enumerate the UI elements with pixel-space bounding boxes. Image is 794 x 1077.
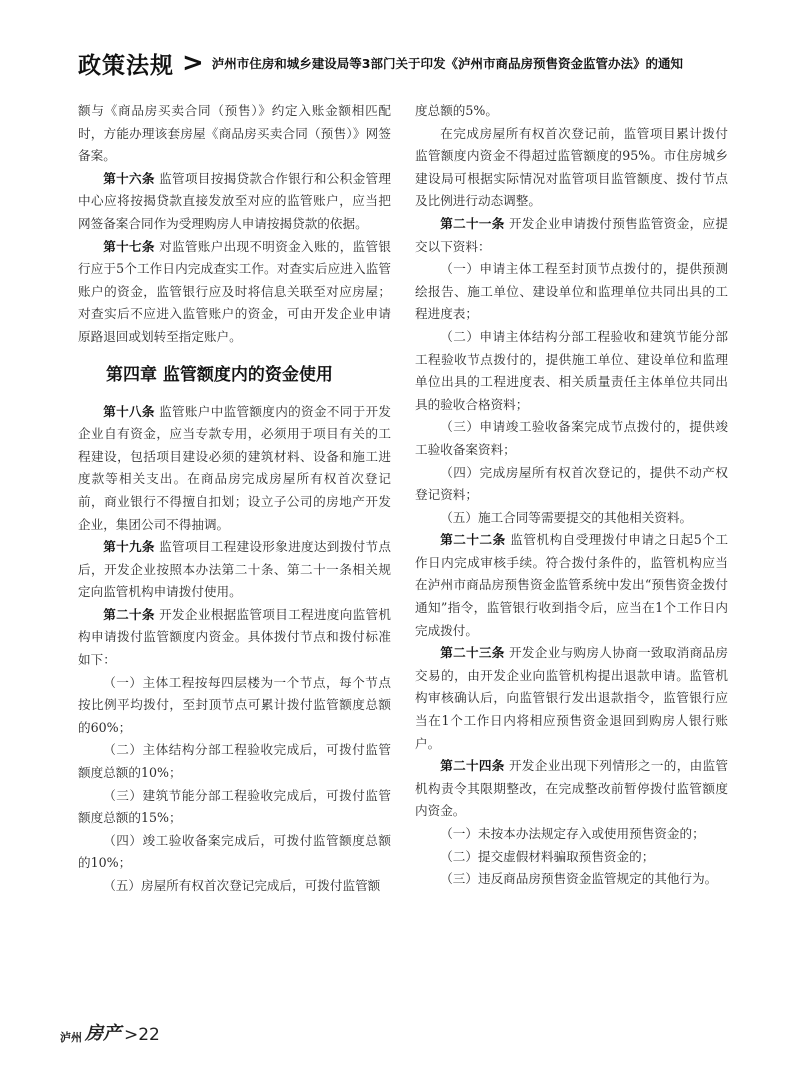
list-item: （一）申请主体工程至封顶节点拨付的，提供预测绘报告、施工单位、建设单位和监理单位共同出具的工程进度表； [415,261,728,322]
paragraph: 在完成房屋所有权首次登记前，监管项目累计拨付监管额度内资金不得超过监管额度的95%。市住房城乡建设局可根据实际情况对监管项目监管额度、拨付节点及比例进行动态调整。 [415,125,728,209]
magazine-logo: 房产 [85,1023,121,1044]
article-text: 开发企业根据监管项目工程进度向监管机构申请拨付监管额度内资金。具体拨付节点和拨付标准如下： [78,606,391,668]
article-label: 第十七条 [103,238,155,254]
article-17 [78,236,391,349]
paragraph: 额与《商品房买卖合同（预售）》约定入账金额相匹配时，方能办理该套房屋《商品房买卖合同（预售）》网签备案。 [78,103,391,164]
article-23 [415,642,728,755]
right-column [415,100,728,891]
page-footer [60,1017,160,1045]
article-label: 第二十条 [103,606,155,622]
article-20 [78,604,391,672]
article-label: 第二十二条 [440,532,506,548]
article-text: 监管账户中监管额度内的资金不同于开发企业自有资金，应当专款专用，必须用于项目有关的工程建设，包括项目建设必须的建筑材料、设备和施工进度款等相关支出。在商品房完成房屋所有权首次登记前，商业银行不得擅自扣划；设立子公司的房地产开发企业，集团公司不得抽调。 [78,403,391,532]
article-text: 监管项目按揭贷款合作银行和公积金管理中心应将按揭贷款直接发放至对应的监管账户，应当把网签备案合同作为受理购房人申请按揭贷款的依据。 [78,170,391,231]
list-item: （三）申请竣工验收备案完成节点拨付的，提供竣工验收备案资料； [415,419,728,457]
list-item: （二）主体结构分部工程验收完成后，可拨付监管额度总额的10%； [78,742,391,781]
list-item: （五）房屋所有权首次登记完成后，可拨付监管额 [103,878,381,893]
list-item: （一）主体工程按每四层楼为一个节点，每个节点按比例平均拨付，至封顶节点可累计拨付监管额度总额的60%； [78,674,391,735]
list-item: （四）完成房屋所有权首次登记的，提供不动产权登记资料； [415,464,728,503]
article-label: 第十六条 [103,170,155,186]
article-label: 第十八条 [103,403,155,419]
list-item: （四）竣工验收备案完成后，可拨付监管额度总额的10%； [78,832,391,871]
article-text: 开发企业申请拨付预售监管资金，应提交以下资料： [415,215,728,254]
list-item: （三）建筑节能分部工程验收完成后，可拨付监管额度总额的15%； [78,787,391,826]
article-label: 第十九条 [103,539,155,555]
left-column [78,100,391,898]
article-text: 监管项目工程建设形象进度达到拨付节点后，开发企业按照本办法第二十条、第二十一条相关规定向监管机构申请拨付使用。 [78,539,391,600]
article-title: 泸州市住房和城乡建设局等3部门关于印发《泸州市商品房预售资金监管办法》的通知 [211,56,683,71]
list-item: （五）施工合同等需要提交的其他相关资料。 [440,509,693,525]
paragraph: 度总额的5%。 [415,103,498,118]
footer-city: 泸州 [60,1031,82,1044]
article-16 [78,168,391,236]
list-item: （一）未按本办法规定存入或使用预售资金的； [440,826,705,841]
list-item: （二）申请主体结构分部工程验收和建筑节能分部工程验收节点拨付的，提供施工单位、建设单位和监理单位出具的工程进度表、相关质量责任主体单位共同出具的验收合格资料； [415,328,728,412]
list-item: （三）违反商品房预售资金监管规定的其他行为。 [440,871,718,887]
section-arrow-icon: > [182,48,204,78]
page-header [78,46,728,80]
article-19 [78,536,391,604]
article-text: 对监管账户出现不明资金入账的，监管银行应于5个工作日内完成查实工作。对查实后应进入监管账户的资金，监管银行应及时将信息关联至对应房屋；对查实后不应进入监管账户的资金，可由开发企业申请原路退回或划转至指定账户。 [78,238,391,344]
article-text: 监管机构自受理拨付申请之日起5个工作日内完成审核手续。符合拨付条件的，监管机构应当在泸州市商品房预售资金监管系统中发出“预售资金拨付通知”指令，监管银行收到指令后，应当在1个工作日内完成拨付。 [415,532,728,638]
article-22 [415,529,728,642]
article-label: 第二十四条 [440,758,505,774]
article-24 [415,755,728,823]
section-title: 政策法规 [78,52,174,79]
article-text: 开发企业出现下列情形之一的，由监管机构责令其限期整改，在完成整改前暂停拨付监管额度内资金。 [415,758,728,819]
list-item: （二）提交虚假材料骗取预售资金的； [440,848,655,864]
article-18 [78,401,391,537]
article-text: 开发企业与购房人协商一致取消商品房交易的，由开发企业向监管机构提出退款申请。监管机构审核确认后，向监管银行发出退款指令，监管银行应当在1个工作日内将相应预售资金退回到购房人银行账户。 [415,645,728,751]
article-label: 第二十一条 [440,215,505,231]
page-number: >22 [124,1025,160,1045]
article-label: 第二十三条 [440,645,505,661]
article-21 [415,213,728,258]
chapter-heading: 第四章 监管额度内的资金使用 [106,364,333,385]
